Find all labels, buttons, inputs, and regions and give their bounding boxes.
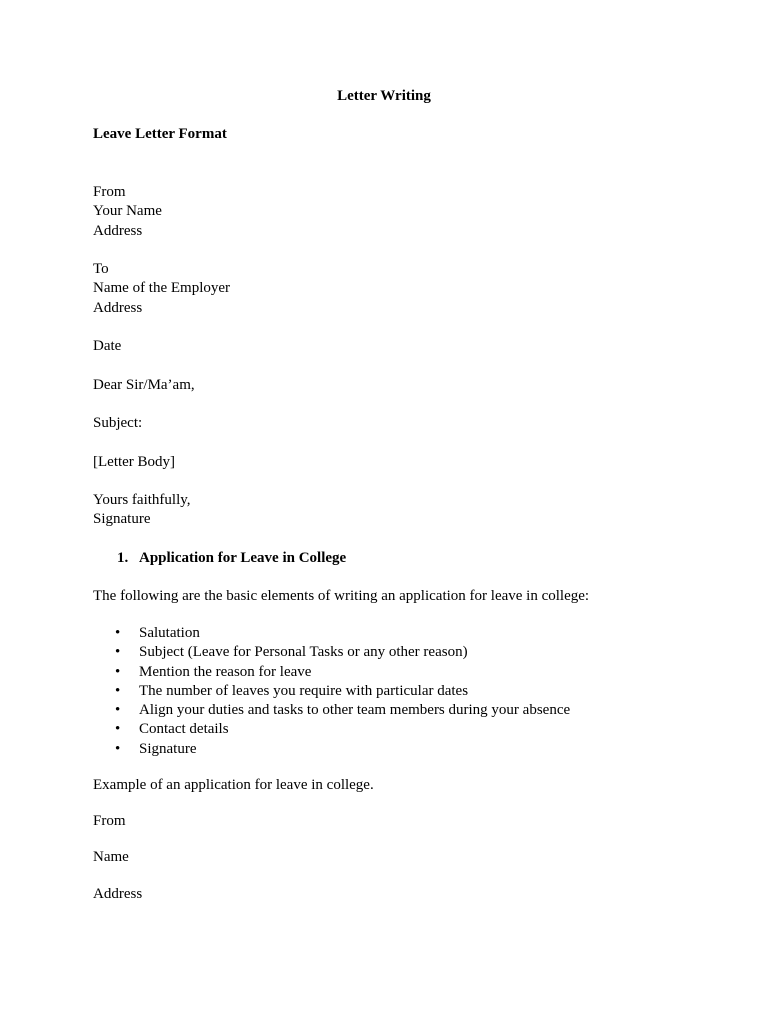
bullet-icon: •	[115, 625, 121, 641]
list-item-text: Align your duties and tasks to other team members during your absence	[139, 702, 571, 719]
bullet-icon: •	[115, 721, 121, 738]
list-item-text: Signature	[139, 740, 197, 757]
section-heading: Leave Letter Format	[93, 126, 227, 142]
list-item-text: Salutation	[139, 625, 200, 641]
closing-line: Yours faithfully,	[93, 492, 191, 508]
list-item-text: Mention the reason for leave	[139, 663, 312, 680]
example-address: Address	[93, 886, 143, 902]
intro-paragraph: The following are the basic elements of writing an application for leave in college:	[93, 588, 590, 604]
from-name: Your Name	[93, 203, 162, 219]
bullet-icon: •	[115, 644, 121, 661]
bullet-icon: •	[115, 740, 121, 757]
example-from-label: From	[93, 813, 126, 829]
example-intro: Example of an application for leave in college.	[93, 777, 374, 793]
list-item-text: Subject (Leave for Personal Tasks or any other reason)	[139, 644, 468, 661]
list-item-text: Contact details	[139, 721, 229, 738]
signature-line: Signature	[93, 511, 151, 527]
bullet-icon: •	[115, 663, 121, 680]
to-label: To	[93, 261, 109, 277]
from-address: Address	[93, 223, 143, 239]
subject-line: Subject:	[93, 415, 143, 431]
document-title: Letter Writing	[337, 88, 431, 104]
to-address: Address	[93, 300, 143, 316]
from-label: From	[93, 184, 126, 200]
example-name: Name	[93, 849, 129, 865]
to-name: Name of the Employer	[93, 280, 231, 296]
numbered-heading-text: Application for Leave in College	[139, 550, 347, 566]
salutation-line: Dear Sir/Ma’am,	[93, 377, 195, 393]
letter-body-placeholder: [Letter Body]	[93, 454, 176, 470]
list-item-text: The number of leaves you require with particular dates	[139, 682, 469, 699]
bullet-icon: •	[115, 682, 121, 699]
numbered-heading-number: 1.	[117, 550, 129, 566]
bullet-icon: •	[115, 702, 121, 719]
date-line: Date	[93, 338, 122, 354]
